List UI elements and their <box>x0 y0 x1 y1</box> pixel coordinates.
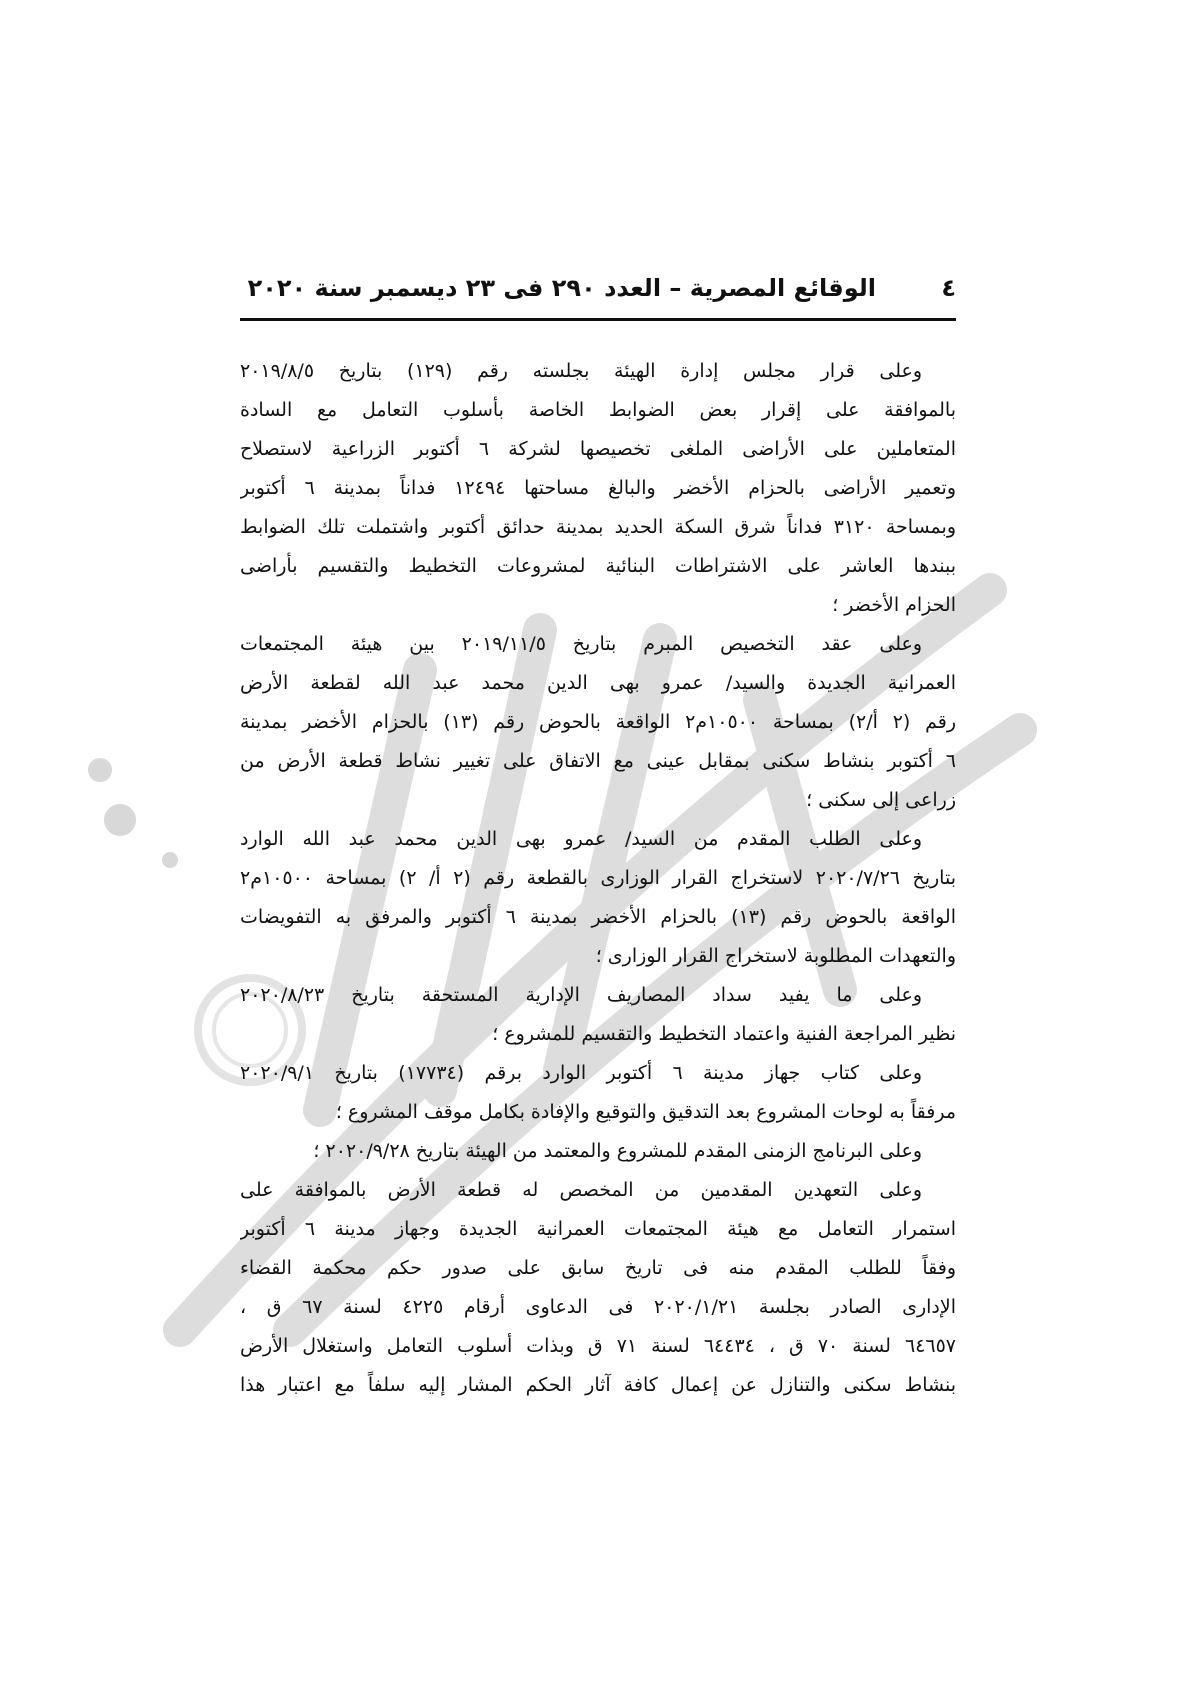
text-line: وعلى قرار مجلس إدارة الهيئة بجلسته رقم (١٢٩) بتاريخ ٢٠١٩/٨/٥ <box>240 360 923 382</box>
text-line: ٦ أكتوبر بنشاط سكنى بمقابل عينى مع الاتفاق على تغيير نشاط قطعة الأرض من <box>240 750 956 772</box>
page-number: ٤ <box>941 274 956 302</box>
text-line: الحزام الأخضر ؛ <box>832 594 956 616</box>
text-line: وفقاً للطلب المقدم منه فى تاريخ سابق على صدور حكم محكمة القضاء <box>240 1257 956 1279</box>
text-line: بنشاط سكنى والتنازل عن إعمال كافة آثار الحكم المشار إليه سلفاً مع اعتبار هذا <box>240 1374 956 1396</box>
document-body <box>240 352 956 1405</box>
text-line: المتعاملين على الأراضى الملغى تخصيصها لشركة ٦ أكتوبر الزراعية لاستصلاح <box>240 438 956 460</box>
text-line: استمرار التعامل مع هيئة المجتمعات العمرانية الجديدة وجهاز مدينة ٦ أكتوبر <box>240 1218 956 1240</box>
text-line: الواقعة بالحوض رقم (١٣) بالحزام الأخضر بمدينة ٦ أكتوبر والمرفق به التفويضات <box>240 906 956 928</box>
text-line: مرفقاً به لوحات المشروع بعد التدقيق والتوقيع والإفادة بكامل موقف المشروع ؛ <box>335 1101 956 1123</box>
text-line: رقم (٢ أ/٢) بمساحة ١٠٥٠٠م٢ الواقعة بالحوض رقم (١٣) بالحزام الأخضر بمدينة <box>240 711 956 733</box>
text-line: وبمساحة ٣١٢٠ فداناً شرق السكة الحديد بمدينة حدائق أكتوبر واشتملت تلك الضوابط <box>240 516 956 538</box>
text-line: ٦٤٦٥٧ لسنة ٧٠ ق ، ٦٤٤٣٤ لسنة ٧١ ق وبذات أسلوب التعامل واستغلال الأرض <box>240 1335 956 1357</box>
text-line: وعلى البرنامج الزمنى المقدم للمشروع والمعتمد من الهيئة بتاريخ ٢٠٢٠/٩/٢٨ ؛ <box>313 1140 922 1162</box>
text-line: نظير المراجعة الفنية واعتماد التخطيط والتقسيم للمشروع ؛ <box>492 1023 956 1045</box>
text-line: ببندها العاشر على الاشتراطات البنائية لمشروعات التخطيط والتقسيم بأراضى <box>240 555 956 577</box>
text-line: وعلى التعهدين المقدمين من المخصص له قطعة الأرض بالموافقة على <box>240 1179 922 1201</box>
text-line: الإدارى الصادر بجلسة ٢٠٢٠/١/٢١ فى الدعاوى أرقام ٤٢٢٥ لسنة ٦٧ ق ، <box>240 1296 956 1318</box>
text-line: بالموافقة على إقرار بعض الضوابط الخاصة بأسلوب التعامل مع السادة <box>240 399 956 421</box>
text-line: وتعمير الأراضى بالحزام الأخضر والبالغ مساحتها ١٢٤٩٤ فداناً بمدينة ٦ أكتوبر <box>240 477 956 499</box>
text-line: وعلى ما يفيد سداد المصاريف الإدارية المستحقة بتاريخ ٢٠٢٠/٨/٢٣ <box>240 984 922 1006</box>
text-line: زراعى إلى سكنى ؛ <box>806 789 956 811</box>
text-line: وعلى كتاب جهاز مدينة ٦ أكتوبر الوارد برقم (١٧٧٣٤) بتاريخ ٢٠٢٠/٩/١ <box>240 1062 923 1084</box>
text-line: بتاريخ ٢٠٢٠/٧/٢٦ لاستخراج القرار الوزارى بالقطعة رقم (٢ أ/ ٢) بمساحة ١٠٥٠٠م٢ <box>240 867 956 889</box>
page-header <box>240 268 956 320</box>
gazette-title: الوقائع المصرية – العدد ٢٩٠ فى ٢٣ ديسمبر سنة ٢٠٢٠ <box>247 274 876 302</box>
text-line: وعلى الطلب المقدم من السيد/ عمرو بهى الدين محمد عبد الله الوارد <box>240 828 922 850</box>
header-divider <box>240 318 956 321</box>
text-line: وعلى عقد التخصيص المبرم بتاريخ ٢٠١٩/١١/٥ بين هيئة المجتمعات <box>240 633 922 655</box>
text-line: العمرانية الجديدة والسيد/ عمرو بهى الدين محمد عبد الله لقطعة الأرض <box>240 672 956 694</box>
text-line: والتعهدات المطلوبة لاستخراج القرار الوزارى ؛ <box>595 945 956 967</box>
